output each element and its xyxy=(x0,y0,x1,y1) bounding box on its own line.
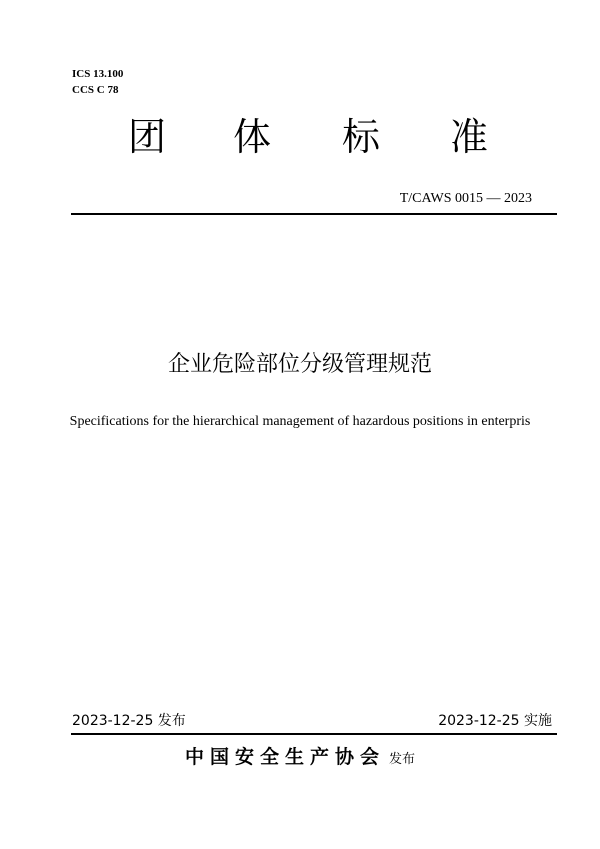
header-char: 标 xyxy=(342,115,381,159)
english-title: Specifications for the hierarchical management of hazardous positions in enterpris xyxy=(69,414,531,429)
bottom-rule xyxy=(71,733,557,735)
implement-date: 2023-12-25 实施 xyxy=(438,713,552,729)
header-char: 团 xyxy=(128,115,167,159)
top-rule xyxy=(71,213,557,215)
ccs-code: CCS C 78 xyxy=(72,84,119,96)
organization-name: 中国安全生产协会 xyxy=(184,746,385,768)
document-title: 企业危险部位分级管理规范 xyxy=(167,352,432,377)
ics-code: ICS 13.100 xyxy=(72,68,124,80)
publisher xyxy=(0,742,600,769)
standard-code: T/CAWS 0015 — 2023 xyxy=(399,191,532,206)
header-char: 准 xyxy=(450,115,489,159)
header-char: 体 xyxy=(233,115,272,159)
publish-label: 发布 xyxy=(389,752,416,767)
publish-date: 2023-12-25 发布 xyxy=(72,713,186,729)
